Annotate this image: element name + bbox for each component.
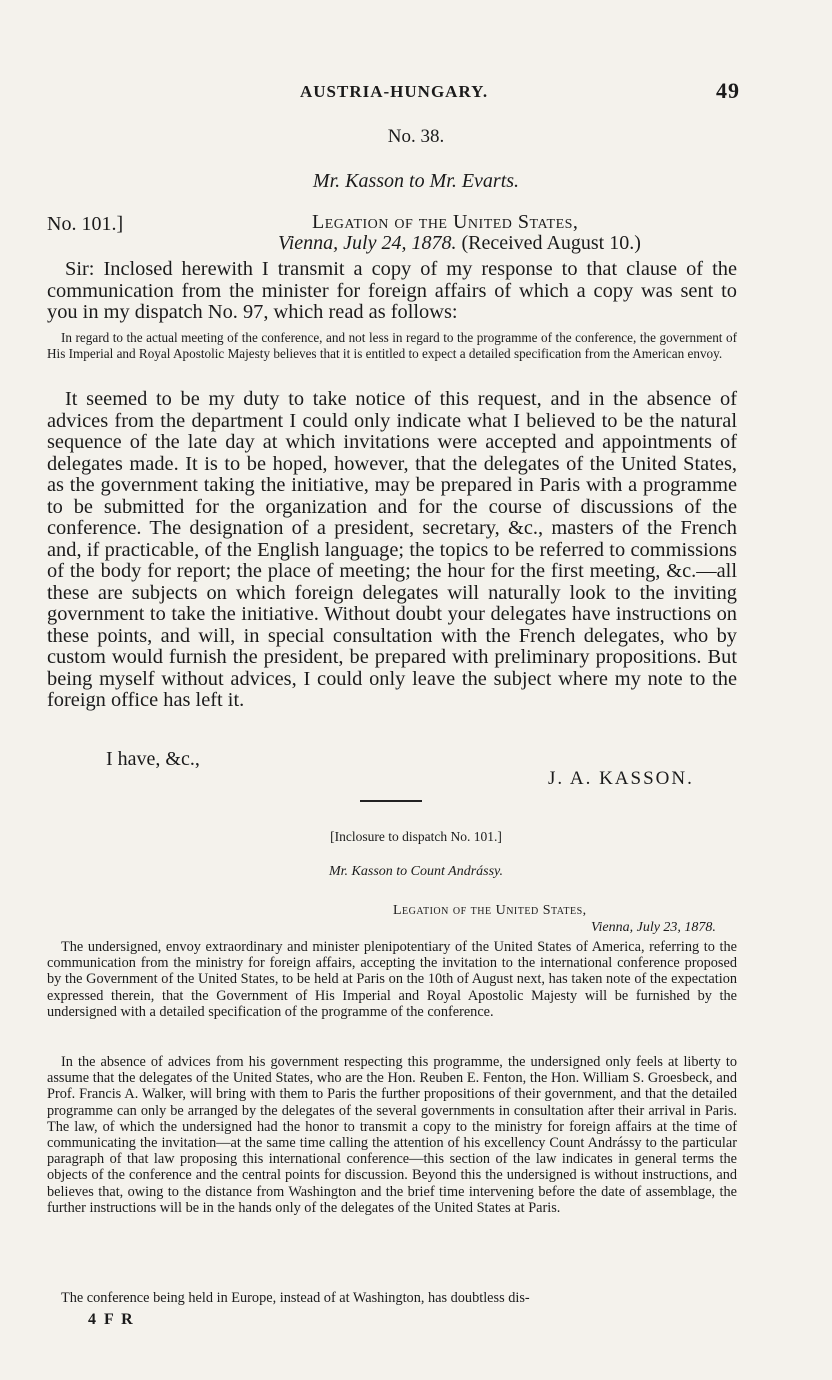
inclosure-title: Mr. Kasson to Count Andrássy. [329,864,503,879]
inclosure-paragraph: In the absence of advices from his government respecting this programme, the undersigned only feels at liberty to assume that the delegates of the United States, who are the Hon. Reuben E. Fenton, the Hon. William S. Groesbeck, and Prof. Francis A. Walker, will bring with them to Paris the further propositions of their government, and that the detailed programme can only be arranged by the delegates of the several governments in consultation after their arrival in Paris. The law, of which the undersigned had the honor to transmit a copy to the ministry for foreign affairs at the time of communicating the invitation—at the same time calling the attention of his excellency Count Andrássy to the particular paragraph of that law proposing this international conference—this section of the law indicates in general terms the objects of the conference and the central points for discussion. Beyond this the undersigned is without instructions, and believes that, owing to the distance from Washington and the brief time intervening before the date of assemblage, the further instructions will be in the hands only of the delegates of the United States at Paris. [47,1054,737,1216]
inclosure-paragraph: The conference being held in Europe, instead of at Washington, has doubtless dis- [61,1290,530,1306]
document-number: No. 38. [387,126,445,147]
dispatch-date-line [278,232,641,255]
signature: J. A. KASSON. [548,768,694,789]
inclosure-heading: [Inclosure to dispatch No. 101.] [330,829,502,844]
inclosure-paragraph: The undersigned, envoy extraordinary and minister plenipotentiary of the United States of America, referring to the communication from the ministry for foreign affairs, accepting the invitation to the international conference proposed by the Government of the United States, to be held at Paris on the 10th of August next, has taken note of the expectation expressed therein, that the Government of His Imperial and Royal Apostolic Majesty will be furnished by the undersigned with a detailed specification of the programme of the conference. [47,939,737,1020]
legation-heading: Legation of the United States, [312,211,579,233]
inclosure-legation: Legation of the United States, [393,903,587,918]
intro-paragraph: Sir: Inclosed herewith I transmit a copy of my response to that clause of the communication from the minister for foreign affairs of which a copy was sent to you in my dispatch No. 97, which read as follows: [47,258,737,323]
section-divider [360,800,422,802]
dispatch-number: No. 101.] [47,213,124,235]
main-paragraph: It seemed to be my duty to take notice of this request, and in the absence of advices from the department I could only indicate what I believed to be the natural sequence of the late day at which invitations were accepted and appointments of delegates made. It is to be hoped, however, that the delegates of the United States, as the government taking the initiative, may be prepared in Paris with a programme to be submitted for the organization and for the course of discussions of the conference. The designation of a president, secretary, &c., masters of the French and, if practicable, of the English language; the topics to be referred to commissions of the body for report; the place of meeting; the hour for the first meeting, &c.—all these are subjects on which foreign delegates will naturally look to the inviting government to take the initiative. Without doubt your delegates have instructions on these points, and will, in special consultation with the French delegates, who by custom would furnish the president, be prepared with preliminary propositions. But being myself without advices, I could only leave the subject where my note to the foreign office has left it. [47,388,737,711]
running-head [300,78,740,103]
quoted-passage: In regard to the actual meeting of the conference, and not less in regard to the programme of the conference, the government of His Imperial and Royal Apostolic Majesty believes that it is entitled to expect a detailed specification from the American envoy. [47,330,737,362]
dispatch-place-date: Vienna, July 24, 1878. [278,232,457,254]
received-date: (Received August 10.) [461,232,641,254]
printer-signature-mark: 4 F R [88,1311,135,1328]
inclosure-date-line [591,920,716,936]
running-head-title: AUSTRIA-HUNGARY. [300,82,489,101]
closing-line: I have, &c., [106,748,200,770]
inclosure-place-date: Vienna, July 23, 1878. [591,920,716,935]
page-number: 49 [716,78,740,103]
document-title: Mr. Kasson to Mr. Evarts. [312,170,520,192]
